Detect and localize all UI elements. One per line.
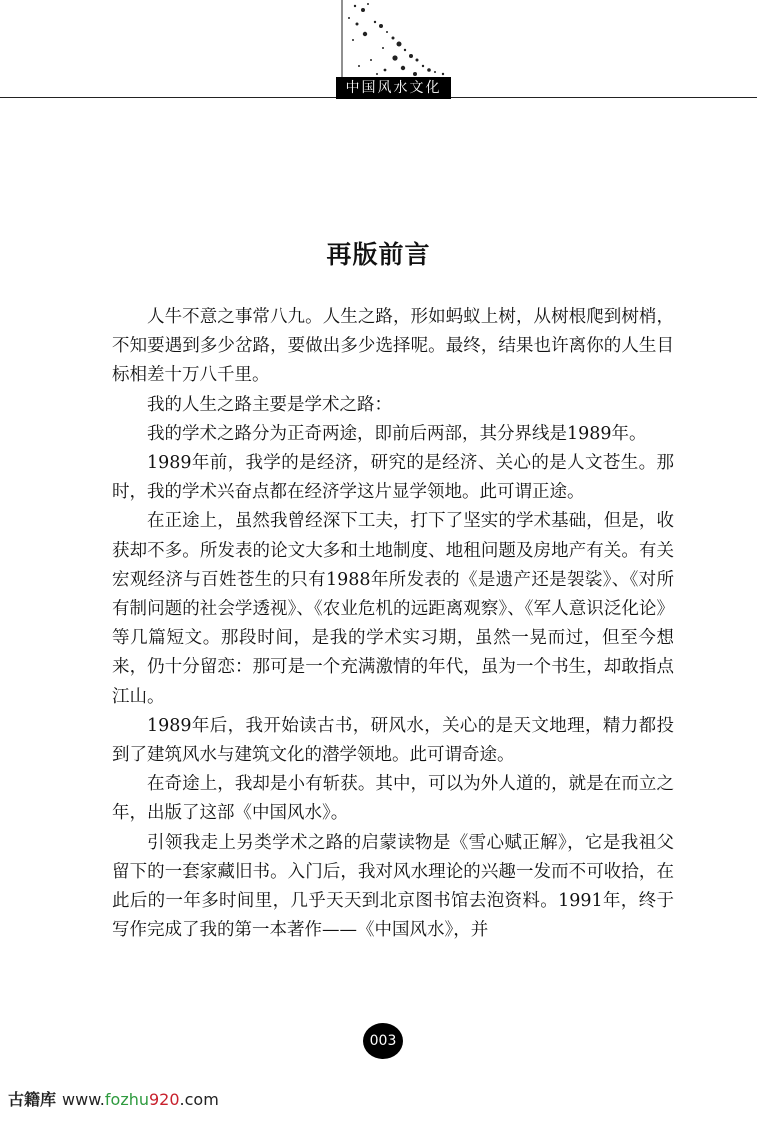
series-banner: 中国风水文化: [336, 77, 451, 99]
paragraph: 人牛不意之事常八九。人生之路，形如蚂蚁上树，从树根爬到树梢，不知要遇到多少岔路，要做出多少选择呢。最终，结果也许离你的人生目标相差十万八千里。: [112, 307, 674, 386]
paragraph: 我的人生之路主要是学术之路：: [147, 394, 392, 415]
paragraph: 1989年前，我学的是经济，研究的是经济、关心的是人文苍生。那时，我的学术兴奋点都在经济学这片显学领地。此可谓正途。: [112, 453, 674, 503]
watermark-green: fozhu: [104, 1090, 149, 1109]
watermark-red: 920: [149, 1090, 180, 1109]
paragraph: 引领我走上另类学术之路的启蒙读物是《雪心赋正解》，它是我祖父留下的一套家藏旧书。入门后，我对风水理论的兴趣一发而不可收拾，在此后的一年多时间里，几乎天天到北京图书馆去泡资料。1991年，终于写作完成了我的第一本著作——《中国风水》，并: [112, 832, 674, 941]
ink-splatter-ornament: [335, 0, 465, 78]
paragraph: 在正途上，虽然我曾经深下工夫，打下了坚实的学术基础，但是，收获却不多。所发表的论文大多和土地制度、地租问题及房地产有关。有关宏观经济与百姓苍生的只有1988年所发表的《是遗产还是袈裟》、《对所有制问题的社会学透视》、《农业危机的远距离观察》、《军人意识泛化论》等几篇短文。那段时间，是我的学术实习期，虽然一晃而过，但至今想来，仍十分留恋：那可是一个充满激情的年代，虽为一个书生，却敢指点江山。: [112, 511, 674, 707]
watermark: [8, 1087, 219, 1110]
watermark-name: 古籍库: [8, 1090, 57, 1109]
page-number: 003: [363, 1023, 403, 1059]
page-title: 再版前言: [326, 239, 431, 269]
paragraph: 在奇途上，我却是小有斩获。其中，可以为外人道的，就是在而立之年，出版了这部《中国风水》。: [112, 774, 674, 824]
watermark-suffix: .com: [179, 1090, 219, 1109]
paragraph: 我的学术之路分为正奇两途，即前后两部，其分界线是1989年。: [147, 423, 647, 444]
preface-body: [112, 303, 674, 945]
paragraph: 1989年后，我开始读古书，研风水，关心的是天文地理，精力都投到了建筑风水与建筑文化的潜学领地。此可谓奇途。: [112, 715, 674, 766]
watermark-prefix: www.: [62, 1090, 105, 1109]
